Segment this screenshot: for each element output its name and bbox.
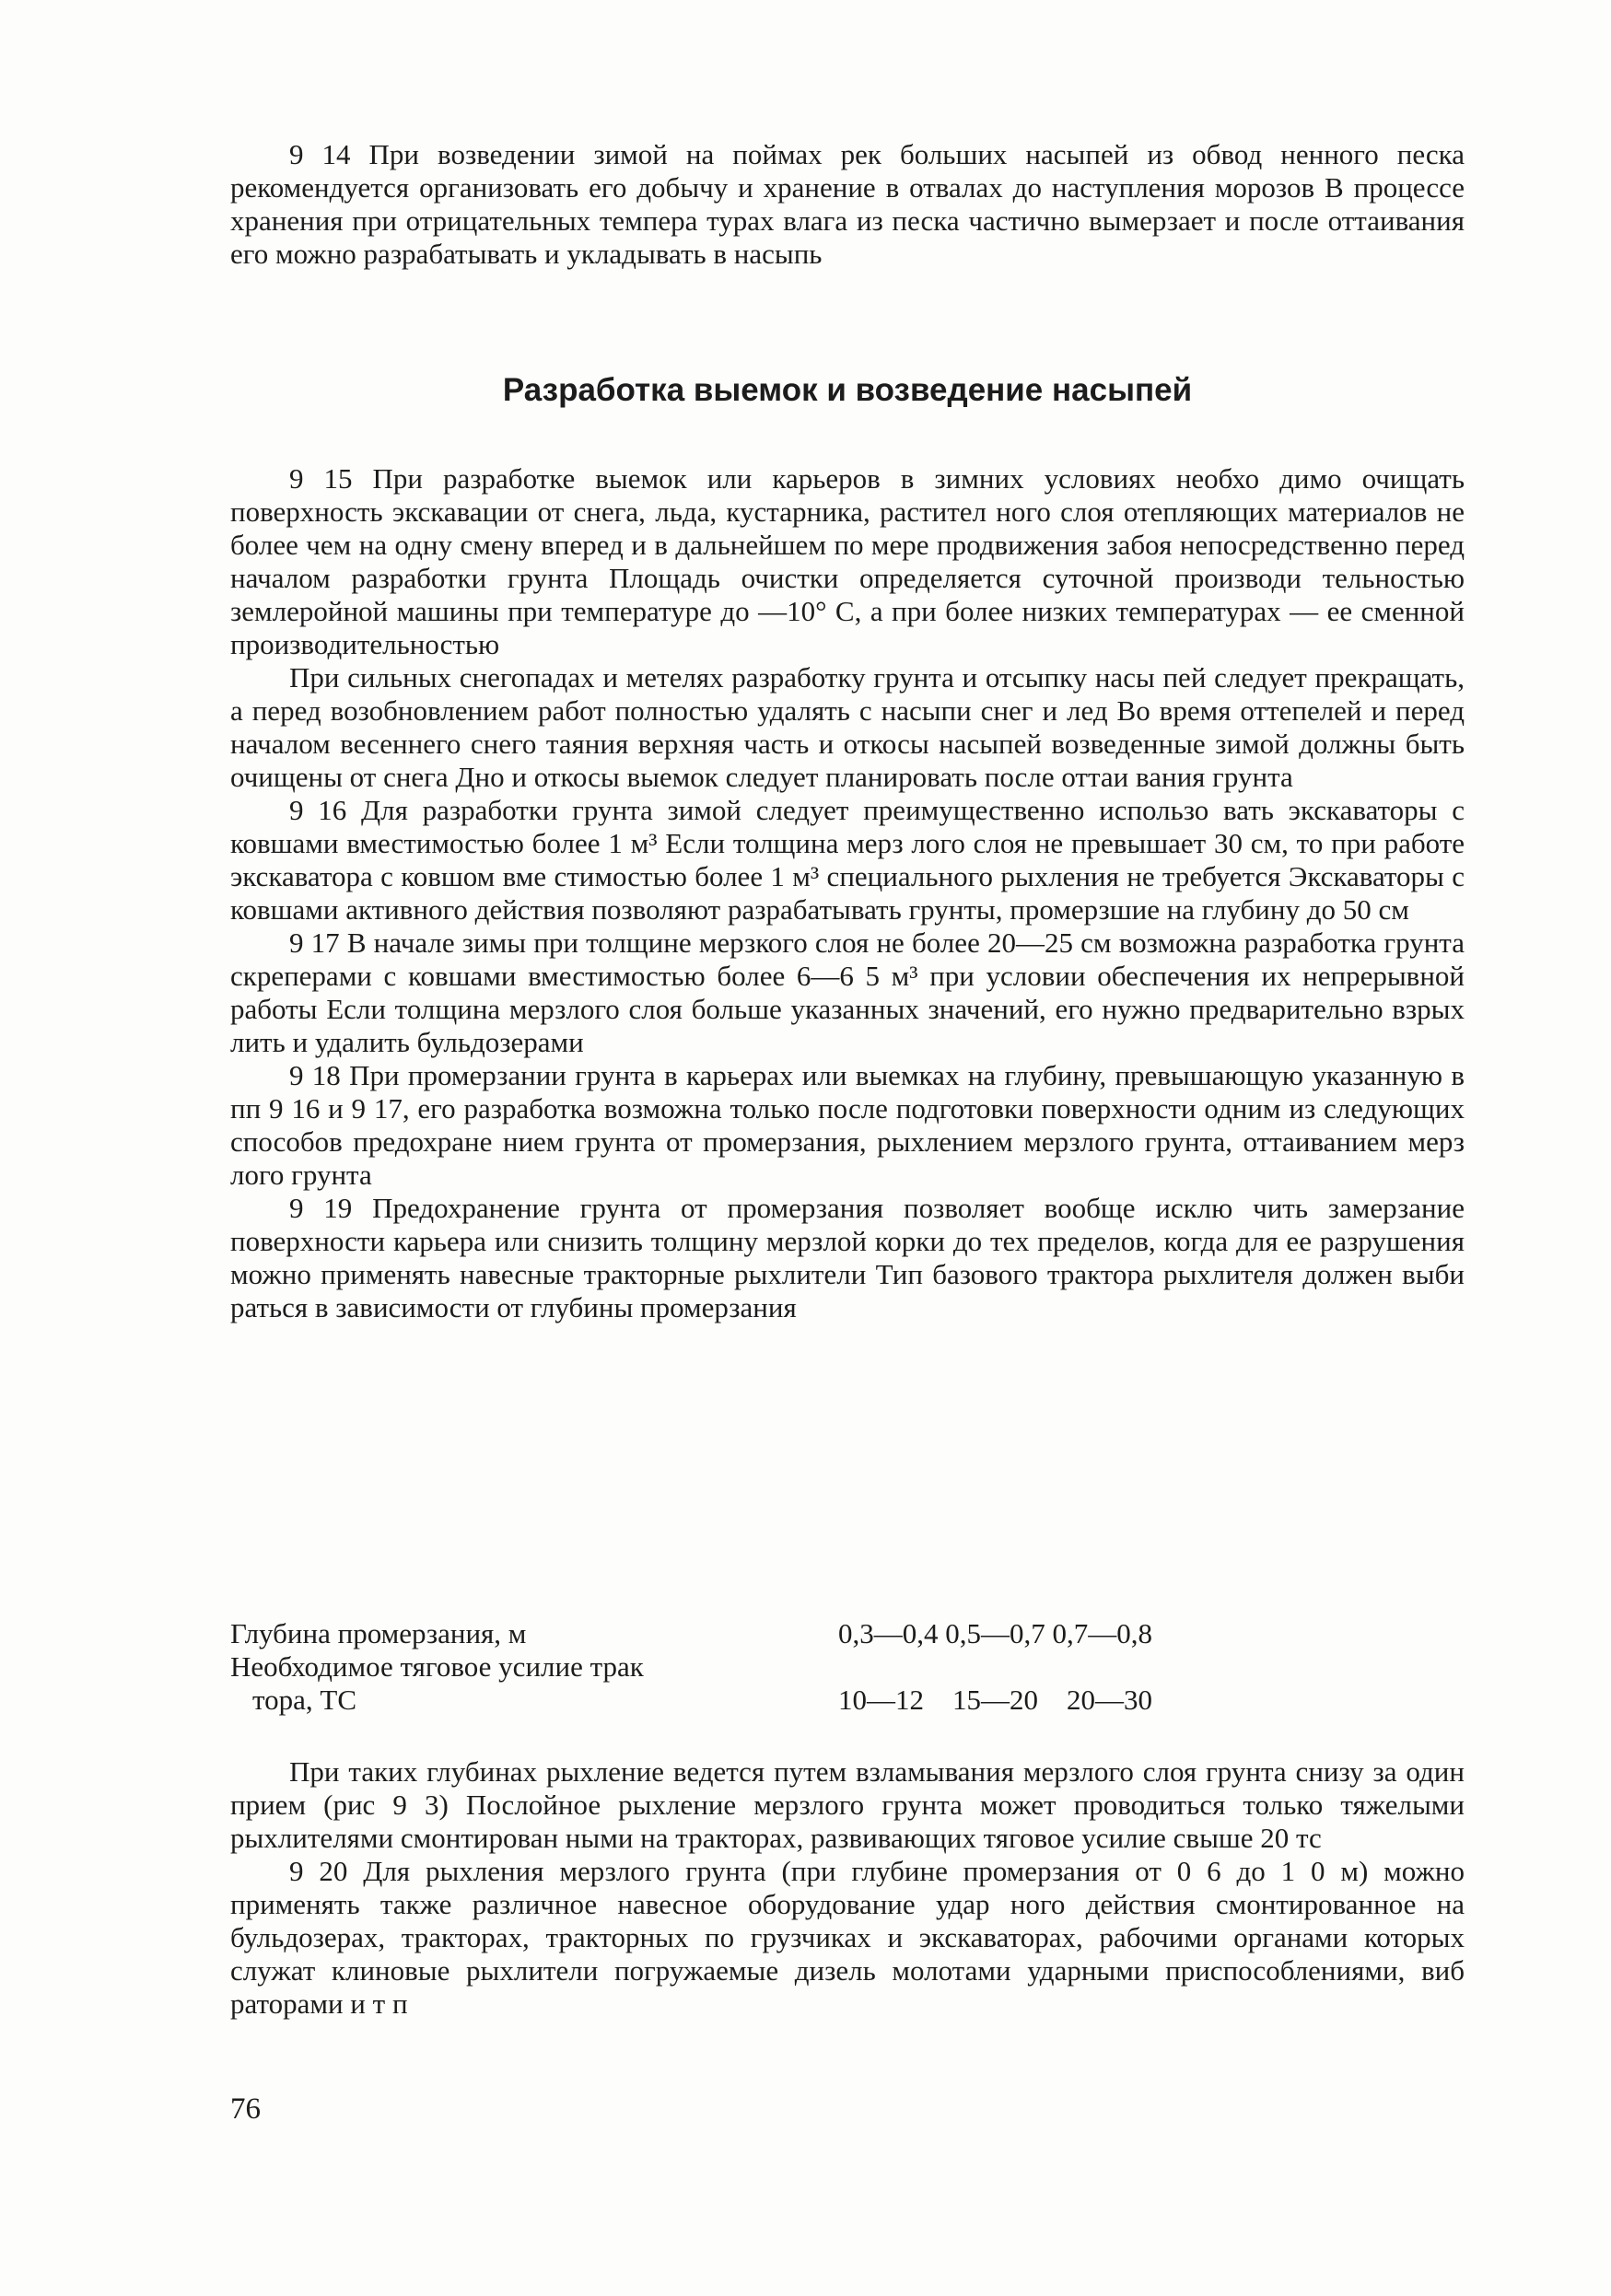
table-row <box>230 1684 1465 1717</box>
paragraph-9-15-continued: При сильных снегопадах и метелях разработку грунта и отсыпку насы пей следует прекращать, а перед возобновлением работ полностью удалять с насыпи снег и лед Во время оттепелей и перед началом весеннего снего таяния верхняя часть и откосы насыпей возведенные зимой должны быть очищены от снега Дно и откосы выемок следует планировать после оттаи вания грунта <box>230 661 1465 793</box>
freezing-depth-table <box>230 1617 1465 1717</box>
table-values-traction: 10—12 15—20 20—30 <box>838 1684 1152 1716</box>
paragraph-9-18: 9 18 При промерзании грунта в карьерах или выемках на глубину, превышающую указанную в пп 9 16 и 9 17, его разработка возможна только после подготовки поверхности одним из следующих способов предохране нием грунта от промерзания, рыхлением мерзлого грунта, оттаиванием мерз лого грунта <box>230 1059 1465 1191</box>
paragraph-9-14: 9 14 При возведении зимой на поймах рек больших насыпей из обвод ненного песка рекомендуется организовать его добычу и хранение в отвалах до наступления морозов В процессе хранения при отрицательных темпера турах влага из песка частично вымерзает и после оттаивания его можно разрабатывать и укладывать в насыпь <box>230 138 1465 270</box>
table-label-traction-cont: тора, ТС <box>252 1684 357 1716</box>
paragraph-9-19: 9 19 Предохранение грунта от промерзания позволяет вообще исклю чить замерзание поверхности карьера или снизить толщину мерзлой корки до тех пределов, когда для ее разрушения можно применять навесные тракторные рыхлители Тип базового трактора рыхлителя должен выби раться в зависимости от глубины промерзания <box>230 1192 1465 1323</box>
table-values-depth: 0,3—0,4 0,5—0,7 0,7—0,8 <box>838 1617 1152 1649</box>
paragraph-9-17: 9 17 В начале зимы при толщине мерзкого слоя не более 20—25 см возможна разработка грунта скреперами с ковшами вместимостью более 6—6 5 м³ при условии обеспечения их непрерывной работы Если толщина мерзлого слоя больше указанных значений, его нужно предварительно взрых лить и удалить бульдозерами <box>230 927 1465 1058</box>
paragraph-9-15: 9 15 При разработке выемок или карьеров в зимних условиях необхо димо очищать поверхность экскавации от снега, льда, кустарника, растител ного слоя отепляющих материалов не более чем на одну смену вперед и в дальнейшем по мере продвижения забоя непосредственно перед началом разработки грунта Площадь очистки определяется суточной производи тельностью землеройной машины при температуре до —10° С, а при более низких температурах — ее сменной производительностью <box>230 462 1465 660</box>
intro-text-block <box>230 138 1465 271</box>
table-label-depth: Глубина промерзания, м <box>230 1617 527 1649</box>
paragraph-9-20: 9 20 Для рыхления мерзлого грунта (при глубине промерзания от 0 6 до 1 0 м) можно применять также различное навесное оборудование удар ного действия смонтированное на бульдозерах, тракторах, тракторных по грузчиках и экскаваторах, рабочими органами которых служат клиновые рыхлители погружаемые дизель молотами ударными приспособлениями, виб раторами и т п <box>230 1855 1465 2020</box>
table-row <box>230 1650 1465 1684</box>
paragraph-after-table: При таких глубинах рыхление ведется путем взламывания мерзлого слоя грунта снизу за один прием (рис 9 3) Послойное рыхление мерзлого грунта может проводиться только тяжелыми рыхлителями смонтирован ными на тракторах, развивающих тяговое усилие свыше 20 тс <box>230 1755 1465 1854</box>
closing-text-block <box>230 1755 1465 2021</box>
paragraph-9-16: 9 16 Для разработки грунта зимой следует преимущественно использо вать экскаваторы с ковшами вместимостью более 1 м³ Если толщина мерз лого слоя не превышает 30 см, то при работе экскаватора с ковшом вме стимостью более 1 м³ специального рыхления не требуется Экскаваторы с ковшами активного действия позволяют разрабатывать грунты, промерзшие на глубину до 50 см <box>230 794 1465 926</box>
main-text-block <box>230 462 1465 1324</box>
page-number: 76 <box>230 2092 261 2126</box>
section-heading: Разработка выемок и возведение насыпей <box>502 372 1193 408</box>
table-label-traction: Необходимое тяговое усилие трак <box>230 1650 644 1683</box>
table-row <box>230 1617 1465 1650</box>
